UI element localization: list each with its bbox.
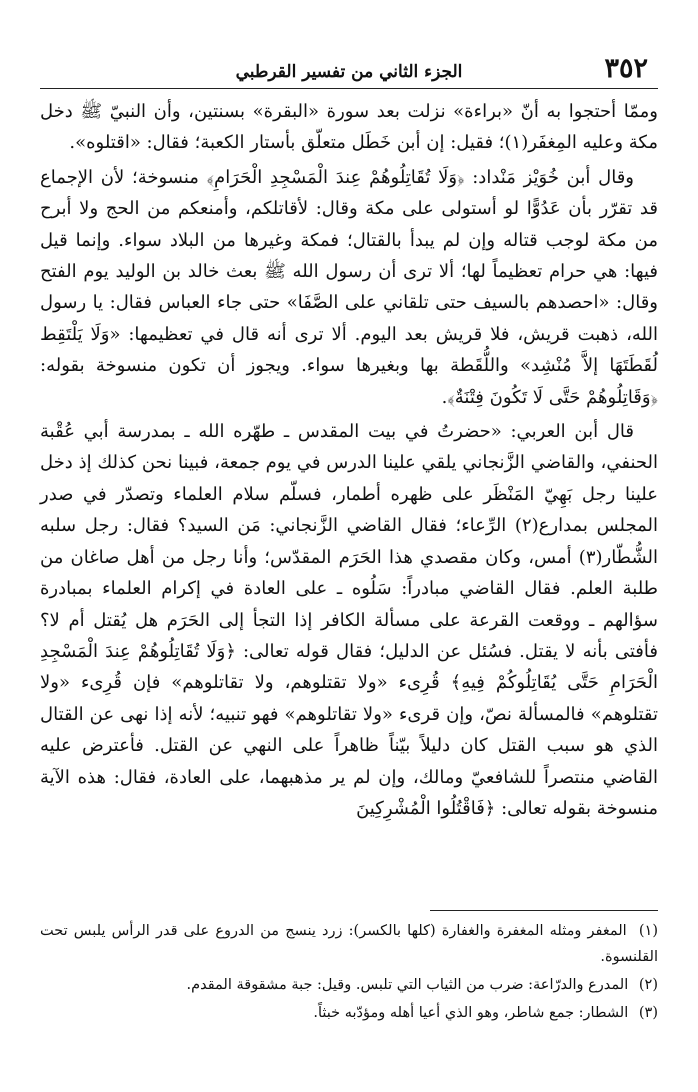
footnote-separator (430, 910, 658, 911)
paragraph: وممّا أحتجوا به أنّ «براءة» نزلت بعد سورة «البقرة» بسنتين، وأن النبيّ ﷺ دخل مكة وعليه المِغفَر(١)؛ فقيل: إن أبن خَطَل متعلّق بأستار الكعبة؛ فقال: «اقتلوه». (40, 101, 658, 154)
footnote-text: الشطار: جمع شاطر، وهو الذي أعيا أهله ومؤدّبه خبثاً. (313, 1005, 629, 1021)
footnote (40, 1000, 658, 1026)
footnote (40, 918, 658, 970)
running-header (40, 54, 658, 89)
footnote-number: (٢) (638, 977, 658, 993)
paragraph: وقال أبن خُوَيْز مَنْداد: ﴿وَلَا تُقَاتِلُوهُمْ عِندَ الْمَسْجِدِ الْحَرَامِ﴾ منسوخة؛ لأن الإجماع قد تقرّر بأن عَدُوًّا لو أستولى على مكة وقال: لأقاتلكم، وأمنعكم من الحج ولا أبرح من مكة لوجب قتاله وإن لم يبدأ بالقتال؛ فمكة وغيرها من البلاد سواء. وإنما قيل فيها: هي حرام تعظيماً لها؛ ألا ترى أن رسول الله ﷺ بعث خالد بن الوليد يوم الفتح وقال: «احصدهم بالسيف حتى تلقاني على الصَّفَا» حتى جاء العباس فقال: يا رسول الله، ذهبت قريش، فلا قريش بعد اليوم. ألا ترى أنه قال في تعظيمها: «وَلَا يَلْتَقِط لُقَطَتَهَا إلاَّ مُنْشِد» واللُّقَطة بها وبغيرها سواء. ويجوز أن تكون منسوخة بقوله: ﴿وَقَاتِلُوهُمْ حَتَّى لَا تَكُونَ فِتْنَةٌ﴾. (40, 166, 658, 408)
running-title: الجزء الثاني من تفسير القرطبي (235, 62, 463, 82)
footnote-number: (٣) (638, 1005, 658, 1021)
footnote-number: (١) (638, 923, 658, 939)
page-number: ٣٥٢ (604, 53, 648, 84)
main-text (40, 96, 658, 819)
footnote (40, 972, 658, 998)
footnote-text: المغفر ومثله المغفرة والغفارة (كلها بالكسر): زرد ينسج من الدروع على قدر الرأس يلبس تحت القلنسوة. (40, 923, 658, 965)
footnotes (40, 918, 658, 1028)
paragraph: قال أبن العربي: «حضرتُ في بيت المقدس ـ طهّره الله ـ بمدرسة أبي عُقْبة الحنفي، والقاضي الزَّنجاني يلقي علينا الدرس في يوم جمعة، فبينا نحن كذلك إذ دخل علينا رجل بَهِيّ المَنْظَر على ظهره أطمار، فسلّم سلام العلماء وتصدّر في صدر المجلس بمدارع(٢) الرِّعاء؛ فقال القاضي الزَّنجاني: مَن السيد؟ فقال: رجل سلبه الشُّطّار(٣) أمس، وكان مقصدي هذا الحَرَم المقدّس؛ وأنا رجل من أهل صاغان من طلبة العلم. فقال القاضي مبادراً: سَلُوه ـ على العادة في إكرام العلماء بمبادرة سؤالهم ـ ووقعت القرعة على مسألة الكافر إذا التجأ إلى الحَرَم هل يُقتل أم لا؟ فأفتى بأنه لا يقتل. فسُئل عن الدليل؛ فقال قوله تعالى: ﴿وَلَا تُقَاتِلُوهُمْ عِندَ الْمَسْجِدِ الْحَرَامِ حَتَّى يُقَاتِلُوكُمْ فِيهِ﴾ قُرِىء «ولا تقتلوهم، ولا تقاتلوهم» فإن قُرِىء «ولا تقتلوهم» فالمسألة نصّ، وإن قرىء «ولا تقاتلوهم» فهو تنبيه؛ لأنه إذا نهى عن القتال الذي هو سبب القتل كان دليلاً بيّناً ظاهراً على النهي عن القتل. فأعترض عليه القاضي منتصراً للشافعيّ ومالك، وإن لم ير مذهبهما، على العادة، فقال: هذه الآية منسوخة بقوله تعالى: ﴿فَاقْتُلُوا الْمُشْرِكِينَ (40, 421, 658, 819)
footnote-text: المدرع والدرّاعة: ضرب من الثياب التي تلبس. وقيل: جبة مشقوقة المقدم. (186, 977, 629, 993)
